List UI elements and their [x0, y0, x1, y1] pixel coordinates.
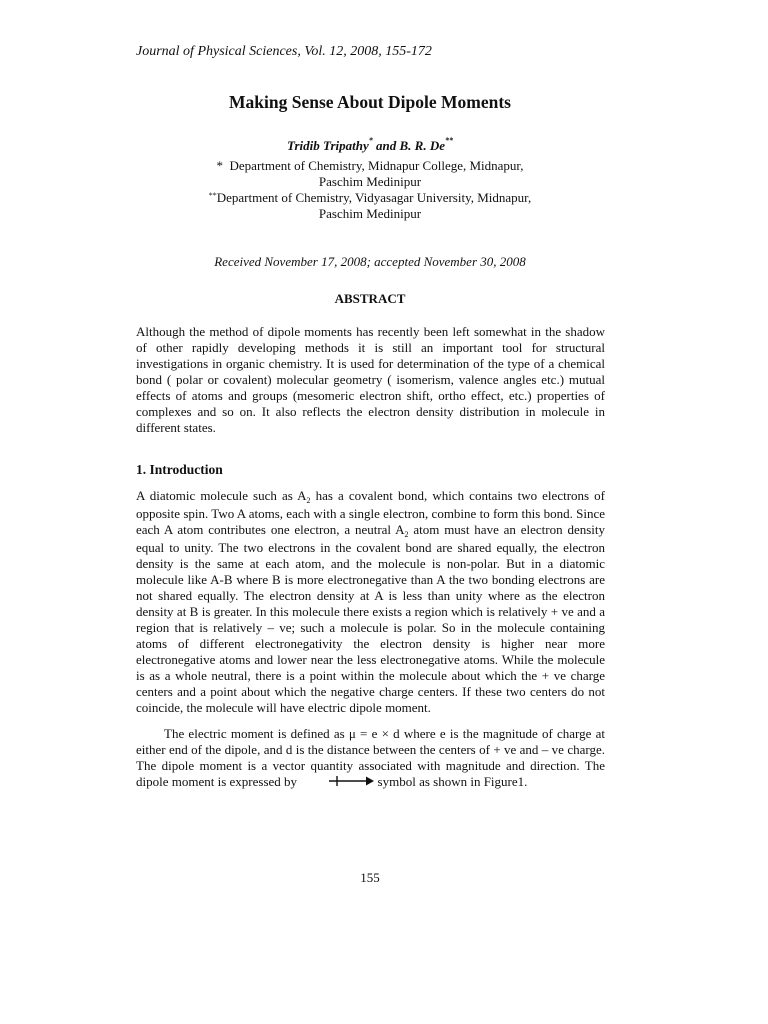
author-line — [0, 138, 740, 154]
affiliation-2-line2: Paschim Medinipur — [318, 206, 422, 221]
author-connector: and — [372, 138, 400, 153]
received-dates: Received November 17, 2008; accepted November 30, 2008 — [214, 254, 526, 269]
subscript-2: 2 — [306, 496, 311, 505]
affiliation-1-text: Department of Chemistry, Midnapur College, Midnapur, — [229, 158, 524, 173]
abstract-text: Although the method of dipole moments has recently been left somewhat in the shadow of other rapidly developing methods it is still an important tool for structural investigations in organic chemistry. It is used for determination of the type of a chemical bond ( polar or covalent) molecular geometry ( isomerism, valence angles etc.) mutual effects of atoms and groups (mesomeric electron shift, ortho effect, etc.) properties of complexes and so on. It also reflects the electron density distribution in molecule in different states. — [136, 324, 605, 435]
author-1-mark: * — [368, 136, 373, 145]
paper-title: Making Sense About Dipole Moments — [229, 92, 511, 112]
intro-paragraph-2 — [136, 726, 605, 791]
affiliation-1-line1 — [0, 158, 740, 174]
intro-p1-text-a: A diatomic molecule such as A — [136, 488, 307, 503]
subscript-2: 2 — [404, 530, 409, 539]
journal-citation: Journal of Physical Sciences, Vol. 12, 2008, 155-172 — [136, 44, 432, 59]
intro-p2-text-a: The electric moment is defined as μ = e × d where e is the magnitude of charge at either end of the dipole, and d is the distance between the centers of + ve and – ve charge. The dipole moment is a vector quantity associated with magnitude and direction. The dipole moment is expressed by — [136, 726, 605, 789]
affiliation-2-mark: ** — [208, 191, 217, 200]
intro-p2-text-b: symbol as shown in Figure1. — [374, 774, 528, 789]
author-2: B. R. De — [399, 138, 445, 153]
intro-p1-text-c: atom must have an electron density equal to unity. The two electrons in the covalent bond are shared equally, the electron density is the same at each atom, and the molecule is non-polar. But in a diatomic molecule like A-B where B is more electronegative than A the two bonding electrons are not shared equally. The electron density at A is less than unity where as the electron density at B is greater. In this molecule there exists a region which is relatively + ve and a region that is relatively – ve; such a molecule is polar. So in the molecule containing atoms of different electronegativity the electron density is higher near more electronegative atoms and lower near the less electronegative atoms. While the molecule is as a whole neutral, there is a point within the molecule about which the + ve charge centers and a point about which the negative charge centers. If these two centers do not coincide, the molecule will have electric dipole moment. — [136, 522, 605, 715]
page-number: 155 — [360, 870, 380, 885]
affiliation-1 — [0, 158, 740, 190]
author-2-mark: ** — [444, 136, 453, 145]
affiliation-2 — [0, 190, 740, 222]
affiliation-2-text: Department of Chemistry, Vidyasagar University, Midnapur, — [216, 190, 532, 205]
affiliation-1-line2: Paschim Medinipur — [318, 174, 422, 189]
section-heading: 1. Introduction — [136, 462, 223, 477]
author-1: Tridib Tripathy — [287, 138, 369, 153]
intro-p1-text-b: has a covalent bond, which contains two electrons of opposite spin. Two A atoms, each with a single electron, combine to form this bond. Since each A atom contributes one electron, a neutral A — [136, 488, 605, 537]
dipole-arrow-icon — [300, 775, 374, 791]
intro-paragraph-1 — [136, 488, 605, 716]
affiliation-2-line1 — [0, 190, 740, 206]
abstract-heading: ABSTRACT — [334, 291, 406, 306]
affiliation-1-mark: * — [216, 158, 224, 173]
